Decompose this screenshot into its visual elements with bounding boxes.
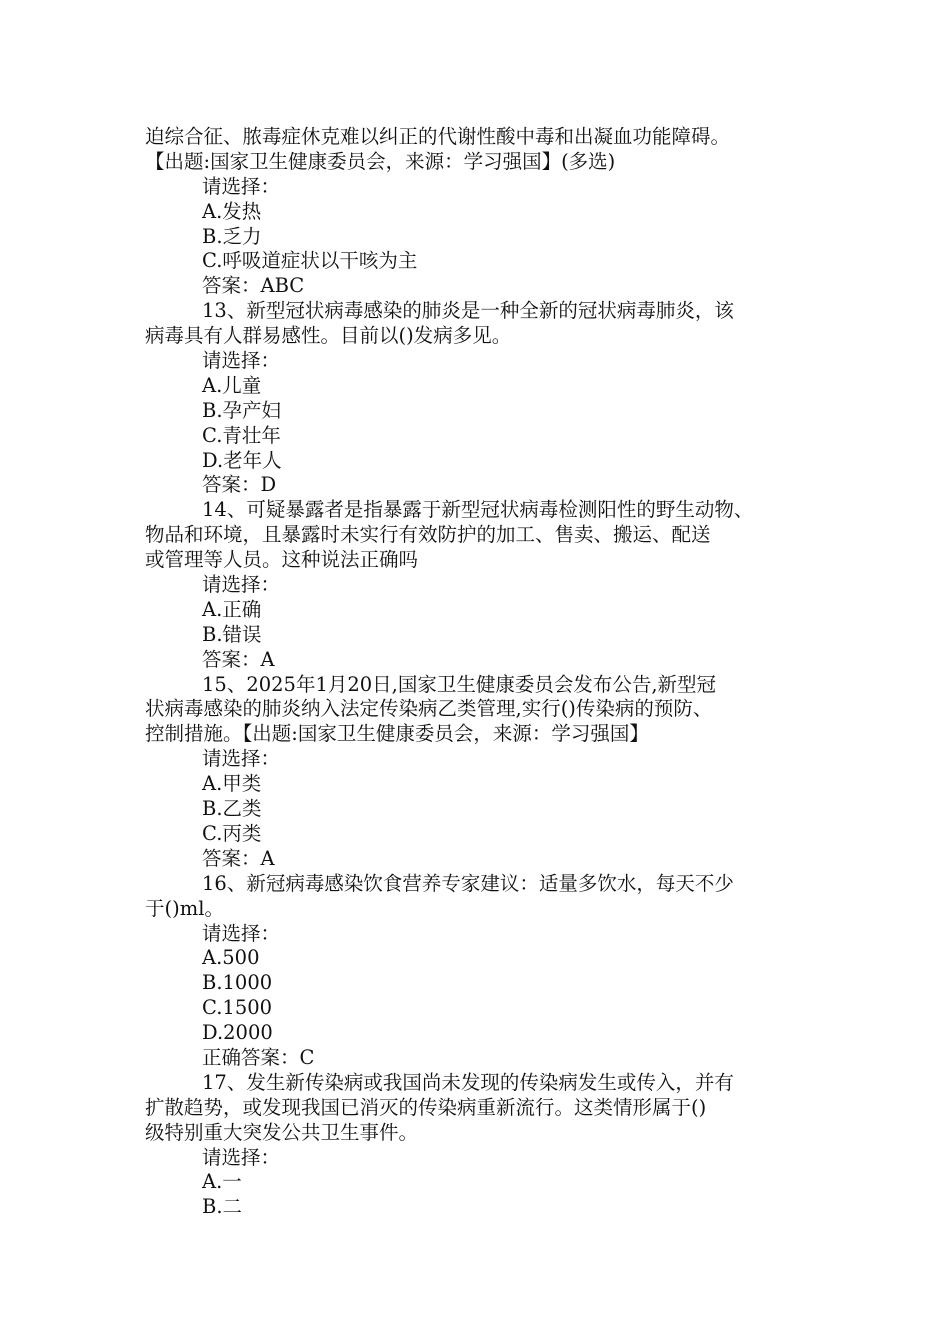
q13-answer: 答案：D (202, 473, 277, 497)
q15-option-c: C.丙类 (202, 821, 262, 845)
q14-line-2: 物品和环境，且暴露时未实行有效防护的加工、售卖、搬运、配送 (145, 523, 711, 547)
q15-line-1: 15、2025年1月20日,国家卫生健康委员会发布公告,新型冠 (202, 672, 717, 696)
q15-prompt: 请选择： (202, 747, 281, 771)
q13-prompt: 请选择： (202, 349, 281, 373)
q17-line-2: 扩散趋势，或发现我国已消灭的传染病重新流行。这类情形属于() (145, 1095, 707, 1119)
q13-option-c: C.青壮年 (202, 423, 281, 447)
q17-option-b: B.二 (202, 1195, 243, 1219)
q16-line-2: 于()ml。 (145, 896, 224, 920)
q15-line-3: 控制措施。【出题:国家卫生健康委员会，来源：学习强国】 (145, 722, 649, 746)
q15-line-2: 状病毒感染的肺炎纳入法定传染病乙类管理,实行()传染病的预防、 (145, 697, 713, 721)
q14-line-1: 14、可疑暴露者是指暴露于新型冠状病毒检测阳性的野生动物、 (202, 498, 754, 522)
q13-line-2: 病毒具有人群易感性。目前以()发病多见。 (145, 324, 512, 348)
document-body (145, 125, 825, 1220)
q14-prompt: 请选择： (202, 573, 281, 597)
intro-option-b: B.乏力 (202, 224, 262, 248)
q15-option-b: B.乙类 (202, 797, 262, 821)
intro-answer: 答案：ABC (202, 274, 305, 298)
q14-line-3: 或管理等人员。这种说法正确吗 (145, 548, 419, 572)
q17-line-1: 17、发生新传染病或我国尚未发现的传染病发生或传入，并有 (202, 1070, 734, 1094)
intro-line-1: 迫综合征、脓毒症休克难以纠正的代谢性酸中毒和出凝血功能障碍。 (145, 125, 731, 148)
q13-option-b: B.孕产妇 (202, 398, 282, 422)
q14-answer: 答案：A (202, 647, 275, 671)
q16-option-a: A.500 (202, 946, 260, 970)
q13-option-a: A.儿童 (202, 373, 262, 397)
q17-prompt: 请选择： (202, 1145, 281, 1169)
q16-answer: 正确答案：C (202, 1045, 315, 1069)
intro-option-a: A.发热 (202, 199, 262, 223)
q17-option-a: A.一 (202, 1170, 242, 1194)
q13-option-d: D.老年人 (202, 448, 282, 472)
q15-option-a: A.甲类 (202, 772, 262, 796)
q17-line-3: 级特别重大突发公共卫生事件。 (145, 1120, 419, 1144)
q14-option-b: B.错误 (202, 622, 262, 646)
q14-option-a: A.正确 (202, 597, 262, 621)
intro-option-c: C.呼吸道症状以干咳为主 (202, 249, 418, 273)
q16-prompt: 请选择： (202, 921, 281, 945)
q16-option-d: D.2000 (202, 1021, 273, 1045)
q13-line-1: 13、新型冠状病毒感染的肺炎是一种全新的冠状病毒肺炎，该 (202, 299, 734, 323)
q15-answer: 答案：A (202, 846, 275, 870)
q16-option-b: B.1000 (202, 971, 273, 995)
intro-prompt: 请选择： (202, 174, 281, 198)
q16-option-c: C.1500 (202, 996, 273, 1020)
intro-line-2: 【出题:国家卫生健康委员会，来源：学习强国】(多选) (145, 149, 616, 173)
q16-line-1: 16、新冠病毒感染饮食营养专家建议：适量多饮水，每天不少 (202, 871, 734, 895)
